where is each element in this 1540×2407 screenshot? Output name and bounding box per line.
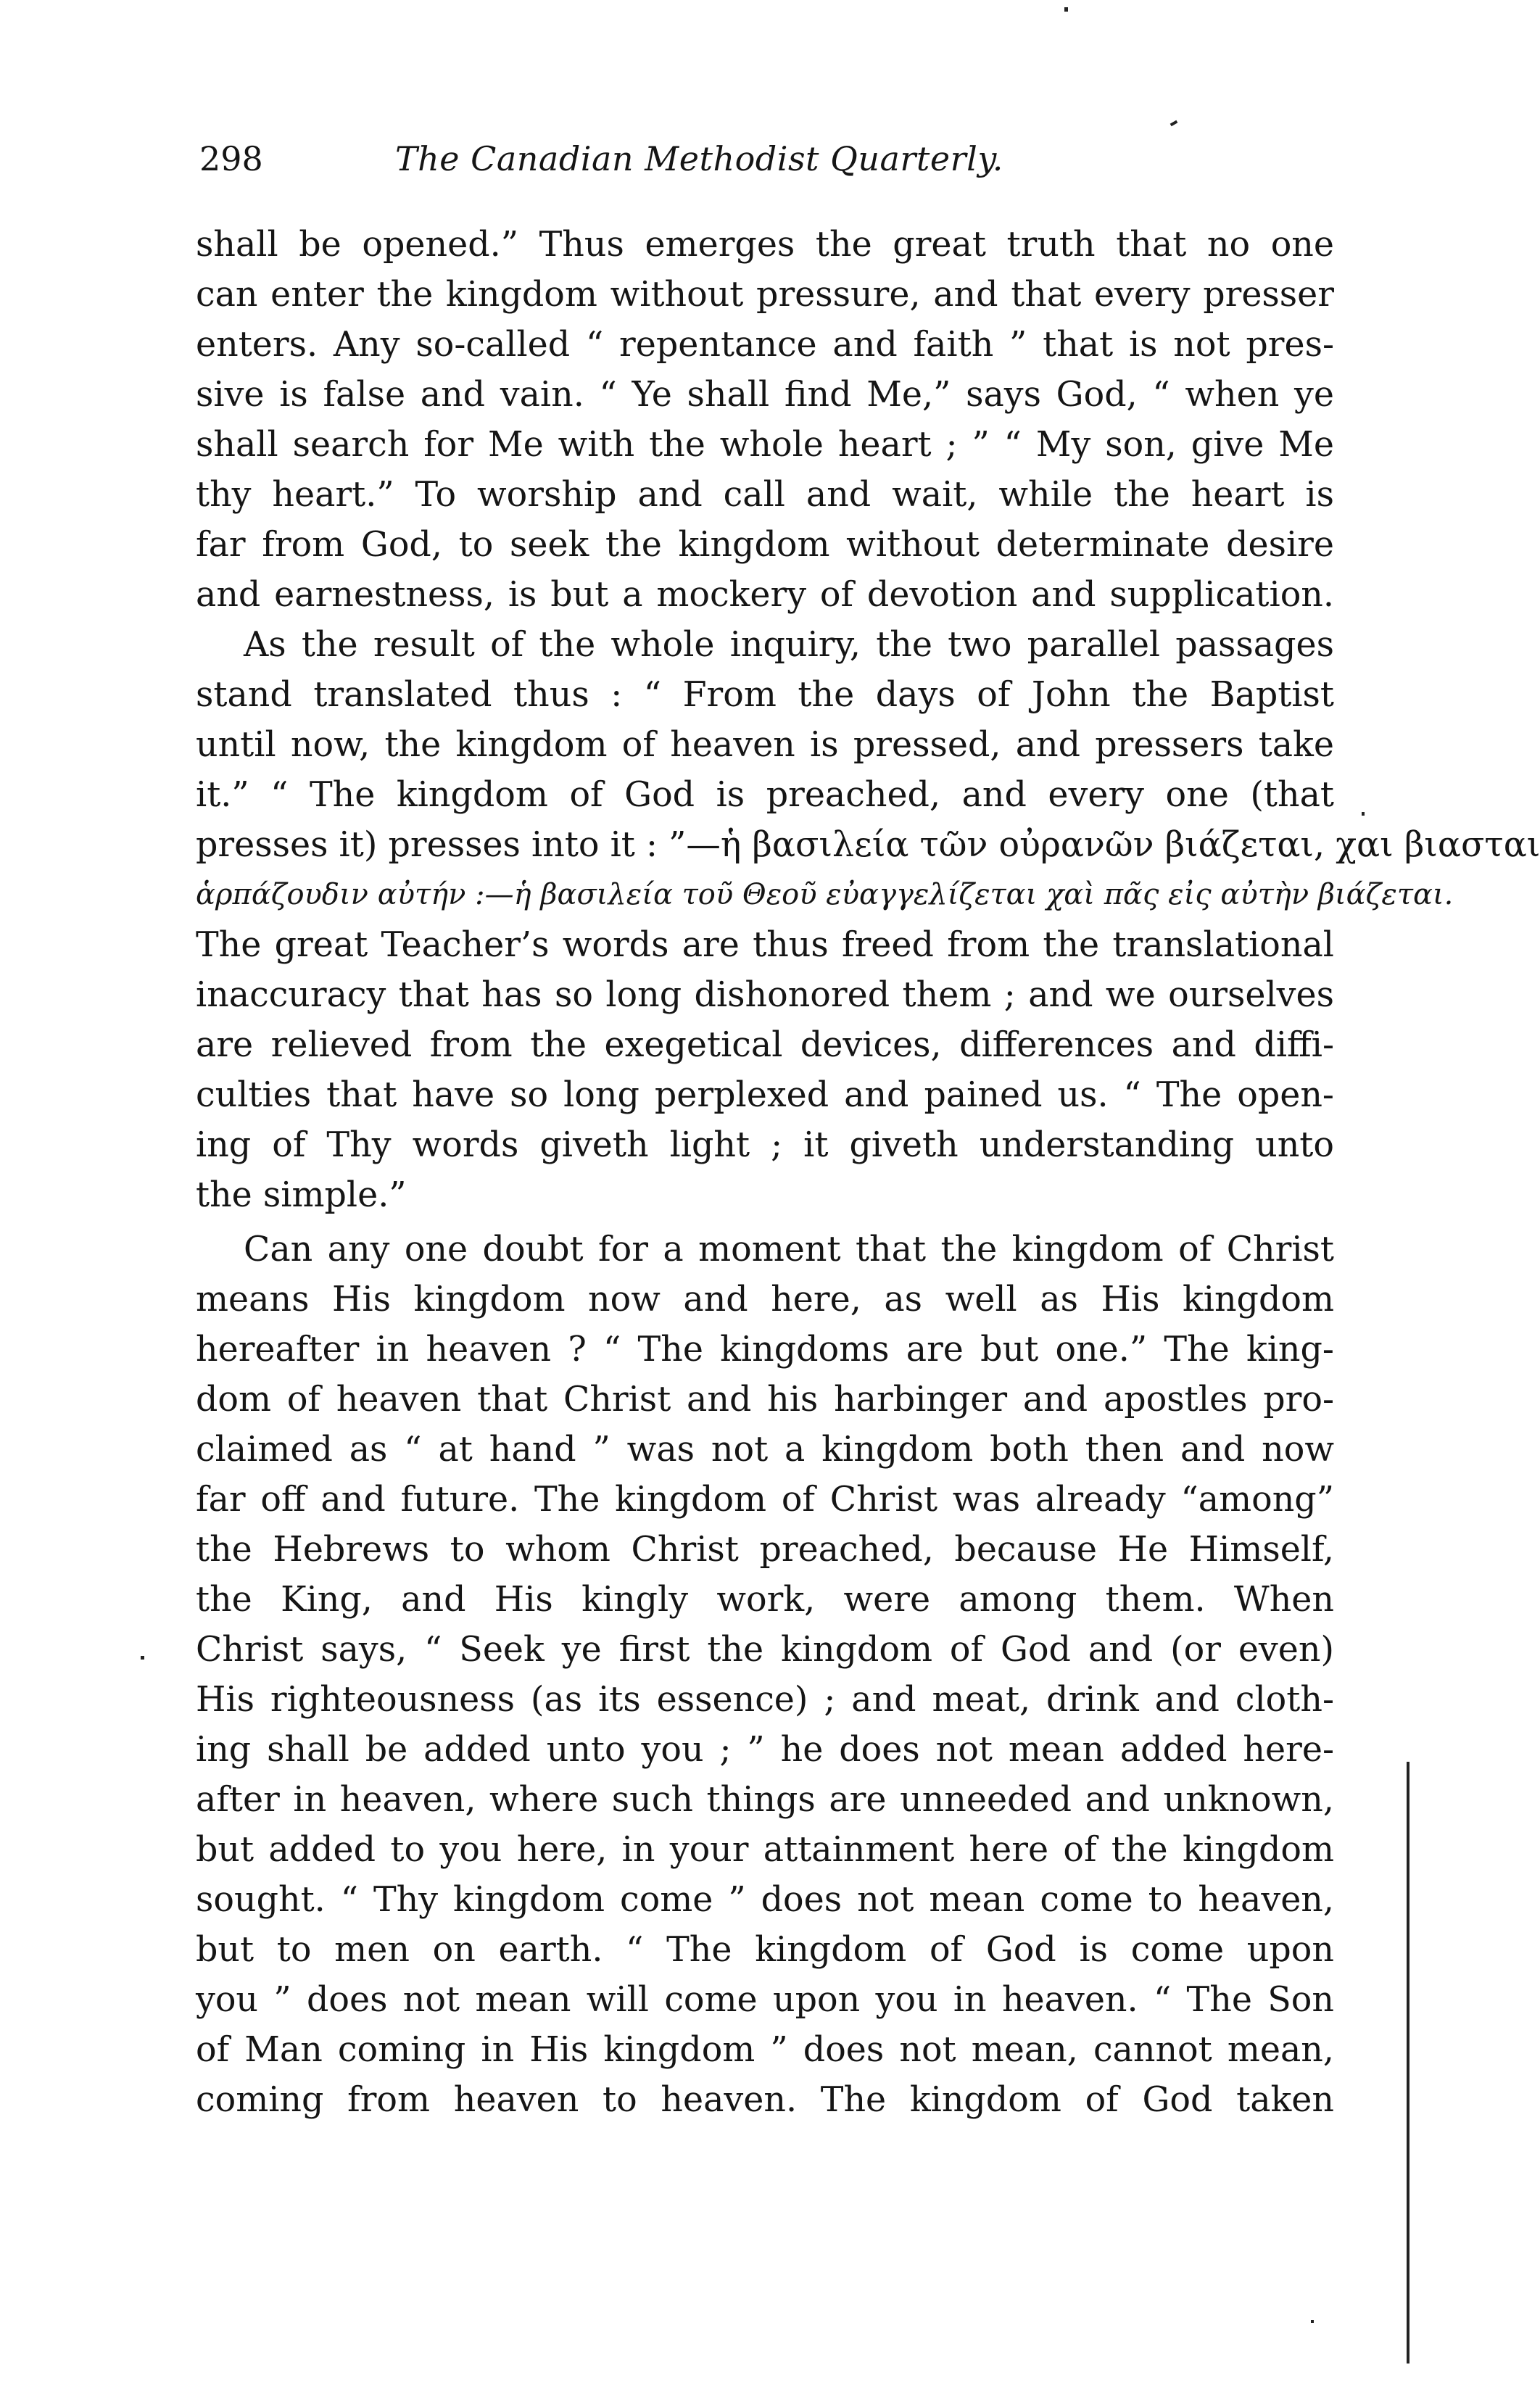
text-line: As the result of the whole inquiry, the two parallel passages bbox=[244, 625, 1334, 665]
scan-speck bbox=[1362, 812, 1365, 816]
text-line: it.” “ The kingdom of God is preached, and every one (that bbox=[196, 775, 1334, 815]
text-line: inaccuracy that has so long dishonored them ; and we ourselves bbox=[196, 975, 1334, 1015]
text-line: sive is false and vain. “ Ye shall find Me,” says God, “ when ye bbox=[196, 375, 1334, 415]
text-line: sought. “ Thy kingdom come ” does not mean come to heaven, bbox=[196, 1880, 1334, 1920]
text-line: after in heaven, where such things are unneeded and unknown, bbox=[196, 1780, 1334, 1820]
text-line: the King, and His kingly work, were among them. When bbox=[196, 1580, 1334, 1620]
text-line: His righteousness (as its essence) ; and meat, drink and cloth- bbox=[196, 1680, 1334, 1720]
text-line: shall search for Me with the whole heart ; ” “ My son, give Me bbox=[196, 425, 1334, 465]
greek-text-line: ἁρπάζουδιν αὐτήν :—ἡ βασιλεία τοῦ Θεοῦ εὐαγγελίζεται χαὶ πᾶς εἰς αὐτὴν βιάζεται. bbox=[196, 878, 1454, 911]
text-line: enters. Any so-called “ repentance and faith ” that is not pres- bbox=[196, 325, 1334, 365]
text-line: presses it) presses into it : ”—ἡ βασιλεία τῶν οὐρανῶν βιάζεται, χαι βιασται bbox=[196, 825, 1540, 865]
text-line: but to men on earth. “ The kingdom of God is come upon bbox=[196, 1930, 1334, 1970]
text-line: and earnestness, is but a mockery of devotion and supplication. bbox=[196, 575, 1334, 615]
text-line: are relieved from the exegetical devices, differences and diffi- bbox=[196, 1025, 1334, 1065]
text-line: means His kingdom now and here, as well as His kingdom bbox=[196, 1280, 1334, 1320]
text-line: the simple.” bbox=[196, 1175, 407, 1215]
text-line: claimed as “ at hand ” was not a kingdom both then and now bbox=[196, 1430, 1334, 1470]
binding-edge-shadow bbox=[1407, 1762, 1409, 2364]
paragraph bbox=[196, 220, 1334, 620]
body-text bbox=[196, 220, 1540, 2125]
text-line: far off and future. The kingdom of Christ was already “among” bbox=[196, 1480, 1334, 1520]
paragraph bbox=[196, 1225, 1334, 2125]
text-line: but added to you here, in your attainment here of the kingdom bbox=[196, 1830, 1334, 1870]
text-line: The great Teacher’s words are thus freed from the translational bbox=[196, 925, 1334, 965]
text-line: coming from heaven to heaven. The kingdom of God taken bbox=[196, 2080, 1334, 2120]
paragraph bbox=[196, 620, 1540, 1220]
text-line: ing of Thy words giveth light ; it giveth understanding unto bbox=[196, 1125, 1334, 1165]
text-line: you ” does not mean will come upon you in heaven. “ The Son bbox=[196, 1980, 1334, 2020]
text-line: until now, the kingdom of heaven is pressed, and pressers take bbox=[196, 725, 1334, 765]
text-line: culties that have so long perplexed and pained us. “ The open- bbox=[196, 1075, 1334, 1115]
page-number: 298 bbox=[199, 139, 263, 178]
text-line: dom of heaven that Christ and his harbinger and apostles pro- bbox=[196, 1380, 1334, 1420]
page-header bbox=[199, 139, 1171, 190]
text-line: stand translated thus : “ From the days of John the Baptist bbox=[196, 675, 1334, 715]
text-line: hereafter in heaven ? “ The kingdoms are but one.” The king- bbox=[196, 1330, 1334, 1370]
scan-speck bbox=[1064, 7, 1068, 12]
scan-speck bbox=[1311, 2320, 1314, 2323]
text-line: far from God, to seek the kingdom without determinate desire bbox=[196, 525, 1334, 565]
running-title: The Canadian Methodist Quarterly. bbox=[395, 139, 1003, 178]
text-line: can enter the kingdom without pressure, and that every presser bbox=[196, 275, 1334, 315]
text-line: thy heart.” To worship and call and wait, while the heart is bbox=[196, 475, 1334, 515]
text-line: Can any one doubt for a moment that the kingdom of Christ bbox=[244, 1230, 1334, 1269]
text-line: ing shall be added unto you ; ” he does not mean added here- bbox=[196, 1730, 1334, 1770]
text-line: Christ says, “ Seek ye first the kingdom of God and (or even) bbox=[196, 1630, 1334, 1670]
text-line: of Man coming in His kingdom ” does not mean, cannot mean, bbox=[196, 2030, 1334, 2070]
scan-speck bbox=[1170, 120, 1178, 126]
scan-speck bbox=[141, 1656, 144, 1660]
text-line: the Hebrews to whom Christ preached, because He Himself, bbox=[196, 1530, 1334, 1570]
text-line: shall be opened.” Thus emerges the great truth that no one bbox=[196, 225, 1334, 265]
